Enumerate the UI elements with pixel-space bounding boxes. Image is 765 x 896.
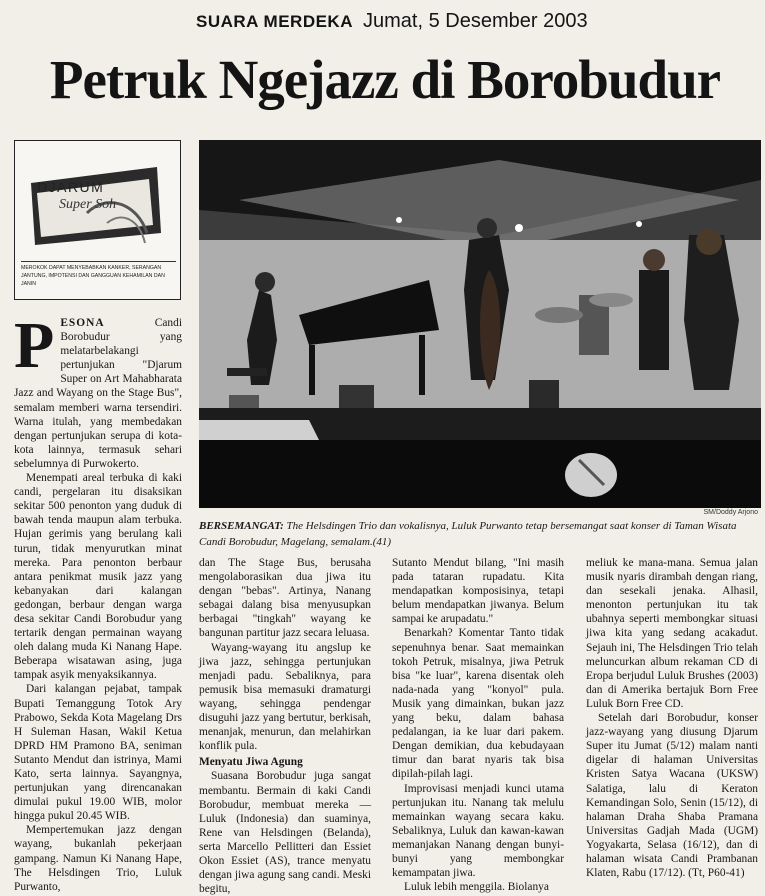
photo-credit: SM/Doddy Arjono [703,509,758,516]
paragraph: meliuk ke mana-mana. Semua jalan musik nyaris dirambah dengan riang, dan sesekali jenaka. Alhasil, menonton pertunjukan itu tak ubahnya seperti membongkar situasi jiwa kita yang sedang acakadut. Sejauh ini, The Helsdingen Trio telah meluncurkan album rekaman CD di Eropa berjudul Luluk Brushes (2003) dan di Amerika bertajuk Born Free Luluk Born Free CD. [586,557,758,710]
article-column-3 [392,556,564,894]
article-column-1 [14,309,182,893]
lead-word: ESONA [60,317,105,329]
caption-text: The Helsdingen Trio dan vokalisnya, Luluk Purwanto tetap bersemangat saat konser di Taman Wisata Candi Borobudur, Magelang, semalam.(41) [199,520,737,548]
paragraph: Sutanto Mendut bilang, "Ini masih pada tataran rupadatu. Kita mendapatkan komposisinya, tetapi belum mendapatkan jiwanya. Belum sampai ke arupadatu." [392,557,564,626]
paragraph: Menempati areal terbuka di kaki candi, pergelaran itu disaksikan sekitar 500 penonton yang duduk di bawah tenda maupun alam terbuka. Hujan gerimis yang berulang kali turun, tidak menyurutkan minat mereka. Para penonton berbaur antara penikmat musik jazz yang kebanyakan dari kalangan gedongan, berbaur dengan warga desa sekitar Candi Borobudur yang tertarik dengan permainan wayang oleh dalang muda Ki Nanang Hape. Beberapa wisatawan asing, juga tampak asyik menyaksikannya. [14,472,182,682]
paragraph-text: Candi Borobudur yang melatarbelakangi pertunjukan "Djarum Super on Art Mahabharata Jazz and Wayang on the Stage Bus", semalam memberi warna tersendiri. Warna itulah, yang membedakan dengan pertunjukan serupa di kota-kota lainnya, termasuk sehari sebelumnya di Purwokerto. [14,317,182,470]
paragraph: Suasana Borobudur juga sangat membantu. Bermain di kaki Candi Borobudur, membuat mereka — Luluk (Indonesia) dan suaminya, Rene van Helsdingen (Belanda), serta Marcello Pellitteri dan Essiet Okon Essiet (AS), trance menyatu dengan jiwa agung sang candi. Meski begitu, [199,770,371,896]
paragraph: Wayang-wayang itu angslup ke jiwa jazz, sehingga pertunjukan menjadi padu. Sebaliknya, para pemusik bisa memasuki dramaturgi wayang, sehingga pendengar disuguhi jazz yang bertutur, berkisah, menanjak, menurun, dan melahirkan konflik pula. [199,641,371,753]
paragraph [14,309,182,471]
caption-lead: BERSEMANGAT: [199,520,284,532]
subheading: Menyatu Jiwa Agung [199,756,303,769]
publication-date: Jumat, 5 Desember 2003 [363,10,588,32]
article-headline: Petruk Ngejazz di Borobudur [49,49,721,110]
ad-script: Super Soh [59,197,117,212]
concert-photo [199,140,761,508]
photo-caption [199,518,759,552]
paragraph: Dari kalangan pejabat, tampak Bupati Temanggung Totok Ary Prabowo, Sekda Kota Magelang Drs H Suleman Hasan, Wakil Ketua DPRD HM Pramono BA, seniman Sutanto Mendut dan istrinya, Mami Kato, serta lainnya. Sayangnya, pertunjukan yang direncanakan dimulai pukul 19.00 WIB, molor hingga pukul 20.45 WIB. [14,683,182,823]
paragraph: Improvisasi menjadi kunci utama pertunjukan itu. Nanang tak melulu memainkan wayang secara kaku. Sebaliknya, Luluk dan kawan-kawan memanjakan Nanang dengan bunyi-bunyi yang membongkar kemampatan jiwa. [392,782,564,880]
drop-cap: P [14,309,55,382]
masthead [196,10,616,40]
paragraph: Setelah dari Borobudur, konser jazz-wayang yang diusung Djarum Super itu Jumat (5/12) malam nanti digelar di halaman Universitas Kristen Satya Wacana (UKSW) Salatiga, lalu di Keraton Kemandingan Solo, Senin (15/12), di halaman Draha Shaba Pramana Universitas Gadjah Mada (UGM) Yogyakarta, Selasa (16/12), dan di halaman wisata Candi Prambanan Klaten, Rabu (17/12). (Tt, P60-41) [586,712,758,880]
health-warning: MEROKOK DAPAT MENYEBABKAN KANKER, SERANGAN JANTUNG, IMPOTENSI DAN GANGGUAN KEHAMILAN DAN JANIN [21,261,176,288]
paper-name: SUARA MERDEKA [196,12,353,31]
cigarette-advertisement [14,140,181,300]
ad-brand: DJARUM [37,179,105,195]
paragraph: Benarkah? Komentar Tanto tidak sepenuhnya benar. Saat memainkan tokoh Petruk, misalnya, jiwa Petruk bisa "ke luar", karena disentak oleh nada-nada yang "konyol" pula. Musik yang dimainkan, bukan jazz yang beku, dalam bahasa pedalangan, ia ke luar dari pakem. Dengan demikian, dua kebudayaan timur dan barat nyaris tak bisa dipilah-pilah lagi. [392,627,564,781]
article-column-2 [199,556,371,896]
paragraph: Mempertemukan jazz dengan wayang, bukanlah pekerjaan gampang. Namun Ki Nanang Hape, The Helsdingen Trio, Luluk Purwanto, [14,824,182,893]
paragraph: Luluk lebih menggila. Biolanya [404,881,549,894]
concert-photo-image [199,140,761,508]
article-column-4 [586,556,758,886]
paragraph: dan The Stage Bus, berusaha mengolaborasikan dua jiwa itu dengan "bebas". Artinya, Nanang sebagai dalang bisa menyusupkan berbagai "tingkah" wayang ke bangunan partitur jazz secara leluasa. [199,557,371,640]
